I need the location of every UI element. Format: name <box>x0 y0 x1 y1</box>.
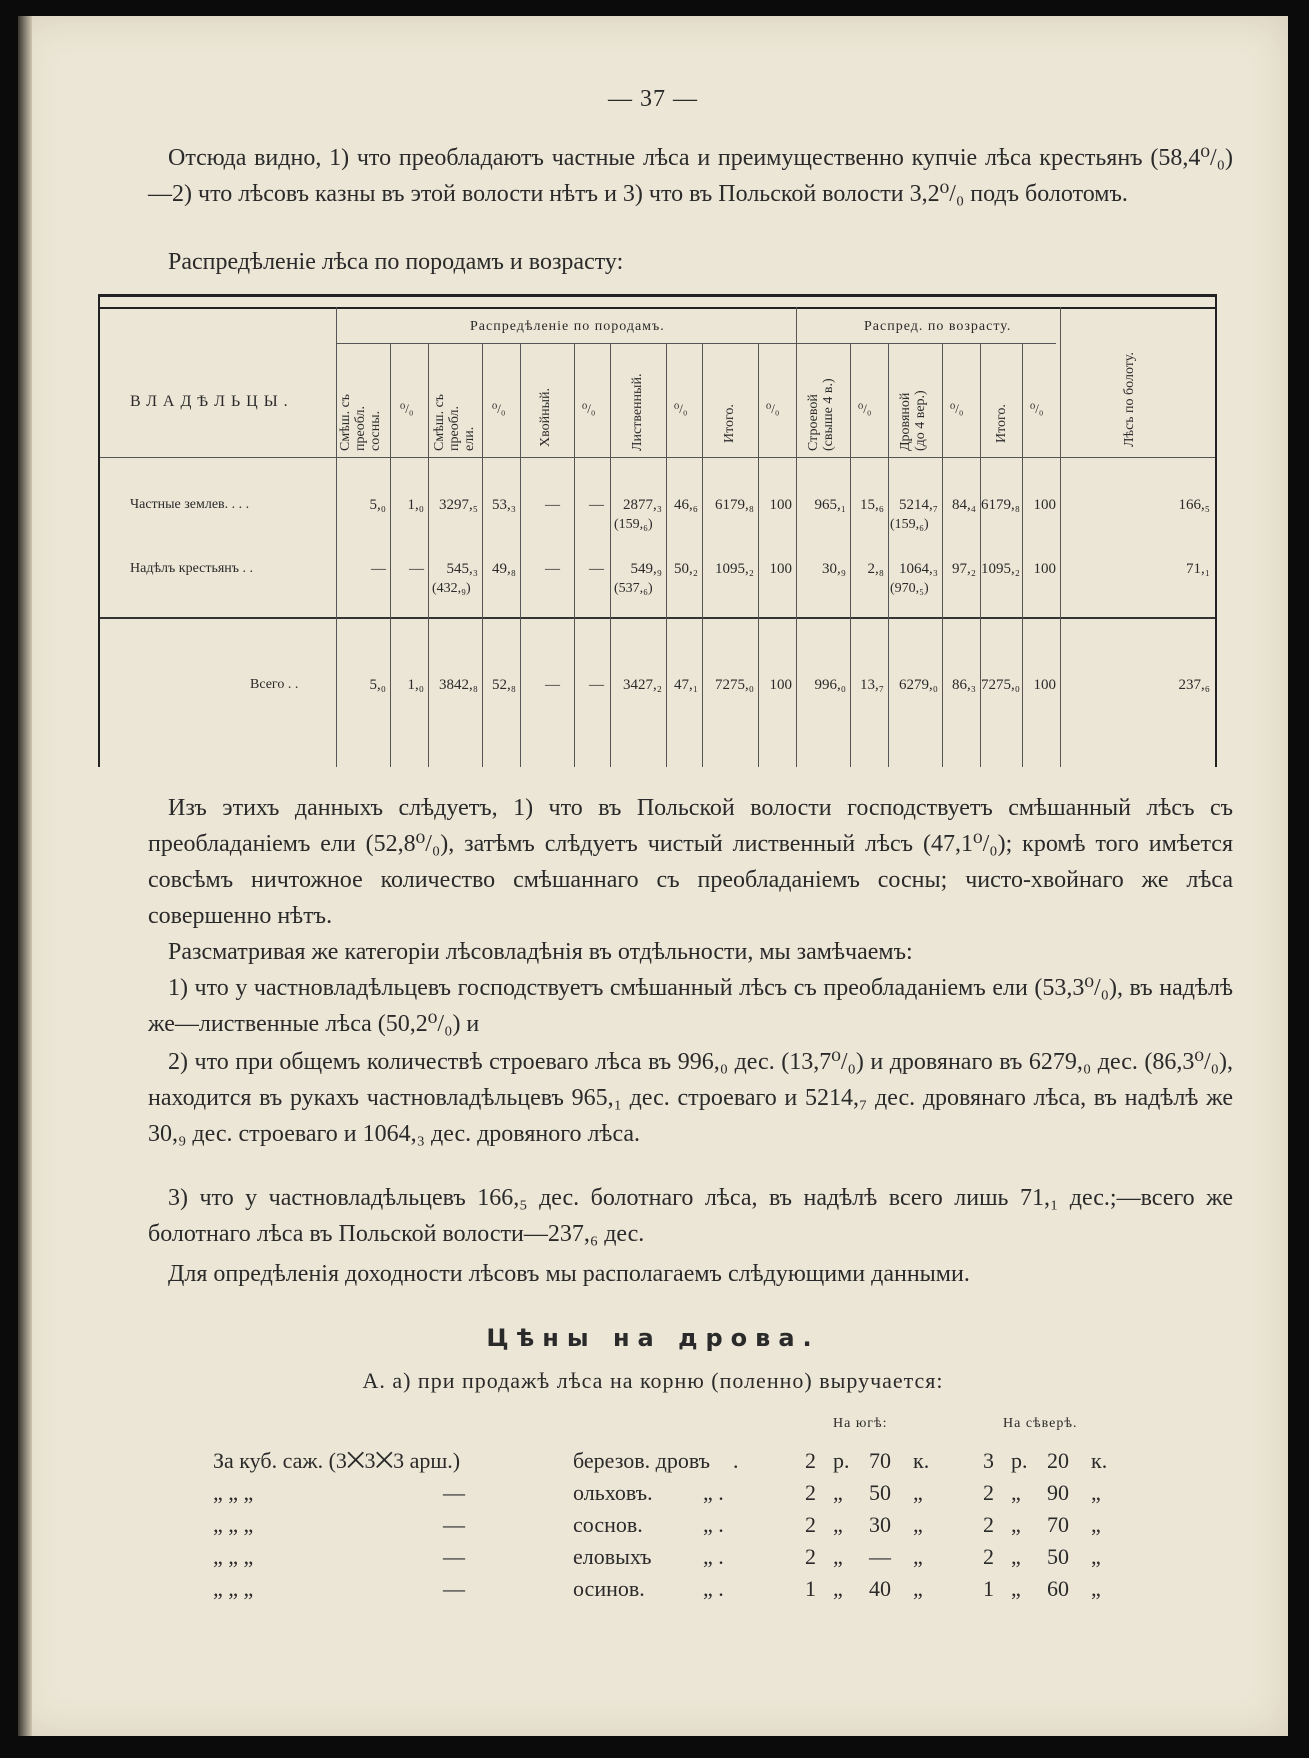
cell: 166,₅ <box>1178 497 1210 513</box>
cell: 46,₆ <box>674 497 698 513</box>
price-row: „ „ „ — еловыхъ „ . 2 „ — „ 2 „ 50 „ <box>213 1544 1101 1569</box>
page-spine-shadow <box>18 16 32 1736</box>
cell: — <box>589 497 604 513</box>
cell: 965,₁ <box>814 497 846 513</box>
cell-sub: (432,₉) <box>432 581 471 596</box>
cell: 3427,₂ <box>623 677 662 693</box>
col-header-south: На югѣ: <box>833 1416 888 1431</box>
row-label-allotment: Надѣлъ крестьянъ . . <box>130 561 254 576</box>
cell: 15,₆ <box>860 497 884 513</box>
cell: 13,₇ <box>860 677 884 693</box>
cell: 86,₃ <box>952 677 976 693</box>
paragraph-2: Распредѣленіе лѣса по породамъ и возрасту: <box>168 249 624 275</box>
cell: 47,₁ <box>674 677 698 693</box>
cell: 3842,₈ <box>439 677 478 693</box>
cell: 5214,₇ <box>899 497 938 513</box>
cell: 237,₆ <box>1178 677 1210 693</box>
cell: — <box>589 677 604 693</box>
col-header-mixed-spruce: Смѣш. съ преобл. ели. <box>432 393 477 451</box>
paragraph-5: 1) что у частновладѣльцевъ господствуетъ смѣшанный лѣсъ съ преобладаніемъ ели (53,3⁰/₀), въ надѣлѣ же—лиственные лѣса (50,2⁰/₀) и <box>148 975 1233 1037</box>
cell: 97,₂ <box>952 561 976 577</box>
cell: 7275,₀ <box>981 677 1020 693</box>
col-header-mixed-pine: Смѣш. съ преобл. сосны. <box>338 393 383 451</box>
cell: 84,₄ <box>952 497 976 513</box>
cell: — <box>589 561 604 577</box>
paragraph-6: 2) что при общемъ количествѣ строеваго лѣса въ 996,₀ дес. (13,7⁰/₀) и дровянаго въ 6279,₀ дес. (86,3⁰/₀), находится въ рукахъ частновладѣльцевъ 965,₁ дес. строеваго и 5214,₇ дес. дровянаго лѣса, въ надѣлѣ же 30,₉ дес. строеваго и 1064,₃ дес. дровяного лѣса. <box>148 1049 1233 1147</box>
book-page <box>18 16 1288 1736</box>
cell-sub: (970,₅) <box>890 581 929 596</box>
cell: 100 <box>769 677 792 693</box>
paragraph-3: Изъ этихъ данныхъ слѣдуетъ, 1) что въ Польской волости господствуетъ смѣшанный лѣсъ съ преобладаніемъ ели (52,8⁰/₀), затѣмъ слѣдуетъ чистый лиственный лѣсъ (47,1⁰/₀); кромѣ того имѣется совсѣмъ ничтожное количество смѣшаннаго съ преобладаніемъ сосны; чисто-хвойнаго же лѣса совершенно нѣтъ. <box>148 795 1233 929</box>
cell: 100 <box>1033 677 1056 693</box>
forest-distribution-table <box>98 294 1217 767</box>
cell: 100 <box>769 561 792 577</box>
cell: 53,₃ <box>492 497 516 513</box>
col-header-north: На сѣверѣ. <box>1003 1416 1078 1431</box>
cell: — <box>545 497 560 513</box>
cell: 545,₃ <box>446 561 478 577</box>
col-header-firewood: Дровяной (до 4 вер.) <box>898 390 928 451</box>
cell: — <box>545 561 560 577</box>
section-subtitle: А. а) при продажѣ лѣса на корню (поленно) выручается: <box>362 1368 944 1393</box>
cell: 100 <box>769 497 792 513</box>
cell: — <box>545 677 560 693</box>
col-header-pct-7: ⁰/₀ <box>950 401 964 416</box>
row-label-private: Частные землев. . . . <box>130 497 250 512</box>
col-header-timber: Строевой (свыше 4 в.) <box>806 378 836 451</box>
cell: 5,₀ <box>369 497 386 513</box>
col-header-pct-5: ⁰/₀ <box>766 401 780 416</box>
owners-header: ВЛАДѢЛЬЦЫ. <box>130 393 294 410</box>
cell: 996,₀ <box>814 677 846 693</box>
price-row: За куб. саж. (3⨉3⨉3 арш.) березов. дровъ . 2 р. 70 к. 3 р. 20 к. <box>213 1448 1108 1473</box>
col-header-pct-8: ⁰/₀ <box>1030 401 1044 416</box>
price-row: „ „ „ — соснов. „ . 2 „ 30 „ 2 „ 70 „ <box>213 1512 1101 1537</box>
cell: 1095,₂ <box>981 561 1020 577</box>
group-header-species: Распредѣленіе по породамъ. <box>470 319 665 334</box>
col-header-deciduous: Лиственный. <box>630 373 645 451</box>
page-number: — 37 — <box>608 86 698 112</box>
cell: 6179,₈ <box>715 497 754 513</box>
row-label-total: Всего . . <box>250 677 299 692</box>
cell: 6179,₈ <box>981 497 1020 513</box>
col-header-coniferous: Хвойный. <box>538 387 553 447</box>
paragraph-4: Разсматривая же категоріи лѣсовладѣнія въ отдѣльности, мы замѣчаемъ: <box>168 939 913 965</box>
col-header-pct-6: ⁰/₀ <box>858 401 872 416</box>
col-header-pct-4: ⁰/₀ <box>674 401 688 416</box>
cell: 49,₈ <box>492 561 516 577</box>
cell: 549,₉ <box>630 561 662 577</box>
cell: 100 <box>1033 497 1056 513</box>
cell: 100 <box>1033 561 1056 577</box>
cell: 2877,₃ <box>623 497 662 513</box>
cell: 3297,₅ <box>439 497 478 513</box>
cell: — <box>371 561 386 577</box>
cell: 71,₁ <box>1186 561 1210 577</box>
cell-sub: (537,₆) <box>614 581 653 596</box>
cell-sub: (159,₆) <box>890 517 929 532</box>
paragraph-7: 3) что у частновладѣльцевъ 166,₅ дес. болотнаго лѣса, въ надѣлѣ всего лишь 71,₁ дес.;—всего же болотнаго лѣса въ Польской волости—237,₆ дес. <box>148 1185 1233 1247</box>
cell: 1064,₃ <box>899 561 938 577</box>
cell: 5,₀ <box>369 677 386 693</box>
price-row: „ „ „ — осинов. „ . 1 „ 40 „ 1 „ 60 „ <box>213 1576 1101 1601</box>
col-header-swamp-forest: Лѣсъ по болоту. <box>1122 352 1137 447</box>
col-header-pct-3: ⁰/₀ <box>582 401 596 416</box>
cell: 6279,₀ <box>899 677 938 693</box>
section-title: Цѣны на дрова. <box>486 1324 820 1352</box>
col-header-pct-1: ⁰/₀ <box>400 401 414 416</box>
cell: 7275,₀ <box>715 677 754 693</box>
cell-sub: (159,₆) <box>614 517 653 532</box>
paragraph-1: Отсюда видно, 1) что преобладаютъ частные лѣса и преимущественно купчіе лѣса крестьянъ (58,4⁰/₀)—2) что лѣсовъ казны въ этой волости нѣтъ и 3) что въ Польской волости 3,2⁰/₀ подъ болотомъ. <box>148 145 1233 207</box>
cell: 30,₉ <box>822 561 846 577</box>
cell: 52,₈ <box>492 677 516 693</box>
cell: 1,₀ <box>407 497 424 513</box>
cell: 50,₂ <box>674 561 698 577</box>
cell: — <box>409 561 424 577</box>
col-header-total-age: Итого. <box>994 404 1009 443</box>
cell: 1,₀ <box>407 677 424 693</box>
group-header-age: Распред. по возрасту. <box>864 319 1012 334</box>
cell: 1095,₂ <box>715 561 754 577</box>
paragraph-8: Для опредѣленія доходности лѣсовъ мы располагаемъ слѣдующими данными. <box>168 1261 970 1287</box>
cell: 2,₈ <box>867 561 884 577</box>
col-header-pct-2: ⁰/₀ <box>492 401 506 416</box>
col-header-total-species: Итого. <box>722 404 737 443</box>
price-row: „ „ „ — ольховъ. „ . 2 „ 50 „ 2 „ 90 „ <box>213 1480 1101 1505</box>
